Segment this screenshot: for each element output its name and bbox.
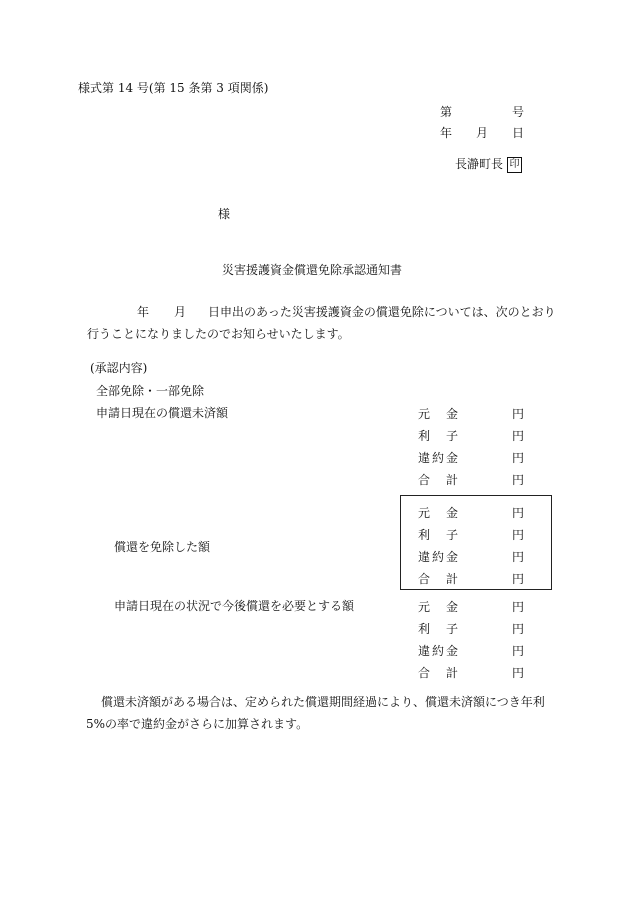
amount-row [418, 598, 548, 616]
issuer-name: 長瀞町長 [455, 157, 504, 171]
section-label-outstanding: 申請日現在の償還未済額 [96, 406, 229, 420]
amount-row [418, 504, 548, 522]
body-line-1: 日申出のあった災害援護資金の償還免除については、次のとおり [208, 305, 556, 319]
date-month: 月 [476, 126, 489, 140]
form-number: 様式第 14 号(第 15 条第 3 項関係) [78, 81, 269, 95]
addressee-suffix: 様 [218, 207, 231, 221]
date-year: 年 [440, 126, 453, 140]
amount-label: 合 計 [418, 572, 458, 586]
amount-row [418, 548, 548, 566]
issuer-line [455, 156, 522, 173]
amount-row [418, 427, 548, 445]
amount-label: 違約金 [418, 550, 458, 564]
yen-unit: 円 [512, 644, 525, 658]
yen-unit: 円 [512, 622, 525, 636]
amount-row [418, 642, 548, 660]
yen-unit: 円 [512, 600, 525, 614]
amount-label: 利 子 [418, 528, 458, 542]
amount-row [418, 664, 548, 682]
exemption-type: 全部免除・一部免除 [96, 384, 205, 398]
doc-number-go: 号 [512, 105, 525, 119]
amount-row [418, 570, 548, 588]
amount-row [418, 620, 548, 638]
seal-icon: 印 [507, 157, 522, 173]
body-year: 年 [137, 305, 150, 319]
yen-unit: 円 [512, 550, 525, 564]
yen-unit: 円 [512, 528, 525, 542]
yen-unit: 円 [512, 506, 525, 520]
note-line-2: 5%の率で違約金がさらに加算されます。 [86, 717, 309, 731]
document-title: 災害援護資金償還免除承認通知書 [222, 263, 403, 277]
yen-unit: 円 [512, 429, 525, 443]
amount-label: 利 子 [418, 429, 458, 443]
yen-unit: 円 [512, 407, 525, 421]
approval-heading: (承認内容) [90, 361, 148, 375]
date-day: 日 [512, 126, 525, 140]
doc-number-dai: 第 [440, 105, 453, 119]
yen-unit: 円 [512, 572, 525, 586]
yen-unit: 円 [512, 666, 525, 680]
amount-label: 元 金 [418, 407, 458, 421]
yen-unit: 円 [512, 473, 525, 487]
amount-label: 元 金 [418, 600, 458, 614]
amount-row [418, 471, 548, 489]
note-line-1: 償還未済額がある場合は、定められた償還期間経過により、償還未済額につき年利 [101, 695, 545, 709]
amount-label: 違約金 [418, 451, 458, 465]
amount-label: 合 計 [418, 473, 458, 487]
body-month: 月 [174, 305, 187, 319]
amount-label: 違約金 [418, 644, 458, 658]
amount-row [418, 449, 548, 467]
amount-label: 合 計 [418, 666, 458, 680]
amount-label: 利 子 [418, 622, 458, 636]
body-line-2: 行うことになりましたのでお知らせいたします。 [87, 327, 350, 341]
section-label-exempted: 償還を免除した額 [114, 540, 211, 554]
amount-row [418, 405, 548, 423]
yen-unit: 円 [512, 451, 525, 465]
section-label-remaining: 申請日現在の状況で今後償還を必要とする額 [114, 599, 355, 613]
amount-label: 元 金 [418, 506, 458, 520]
amount-row [418, 526, 548, 544]
